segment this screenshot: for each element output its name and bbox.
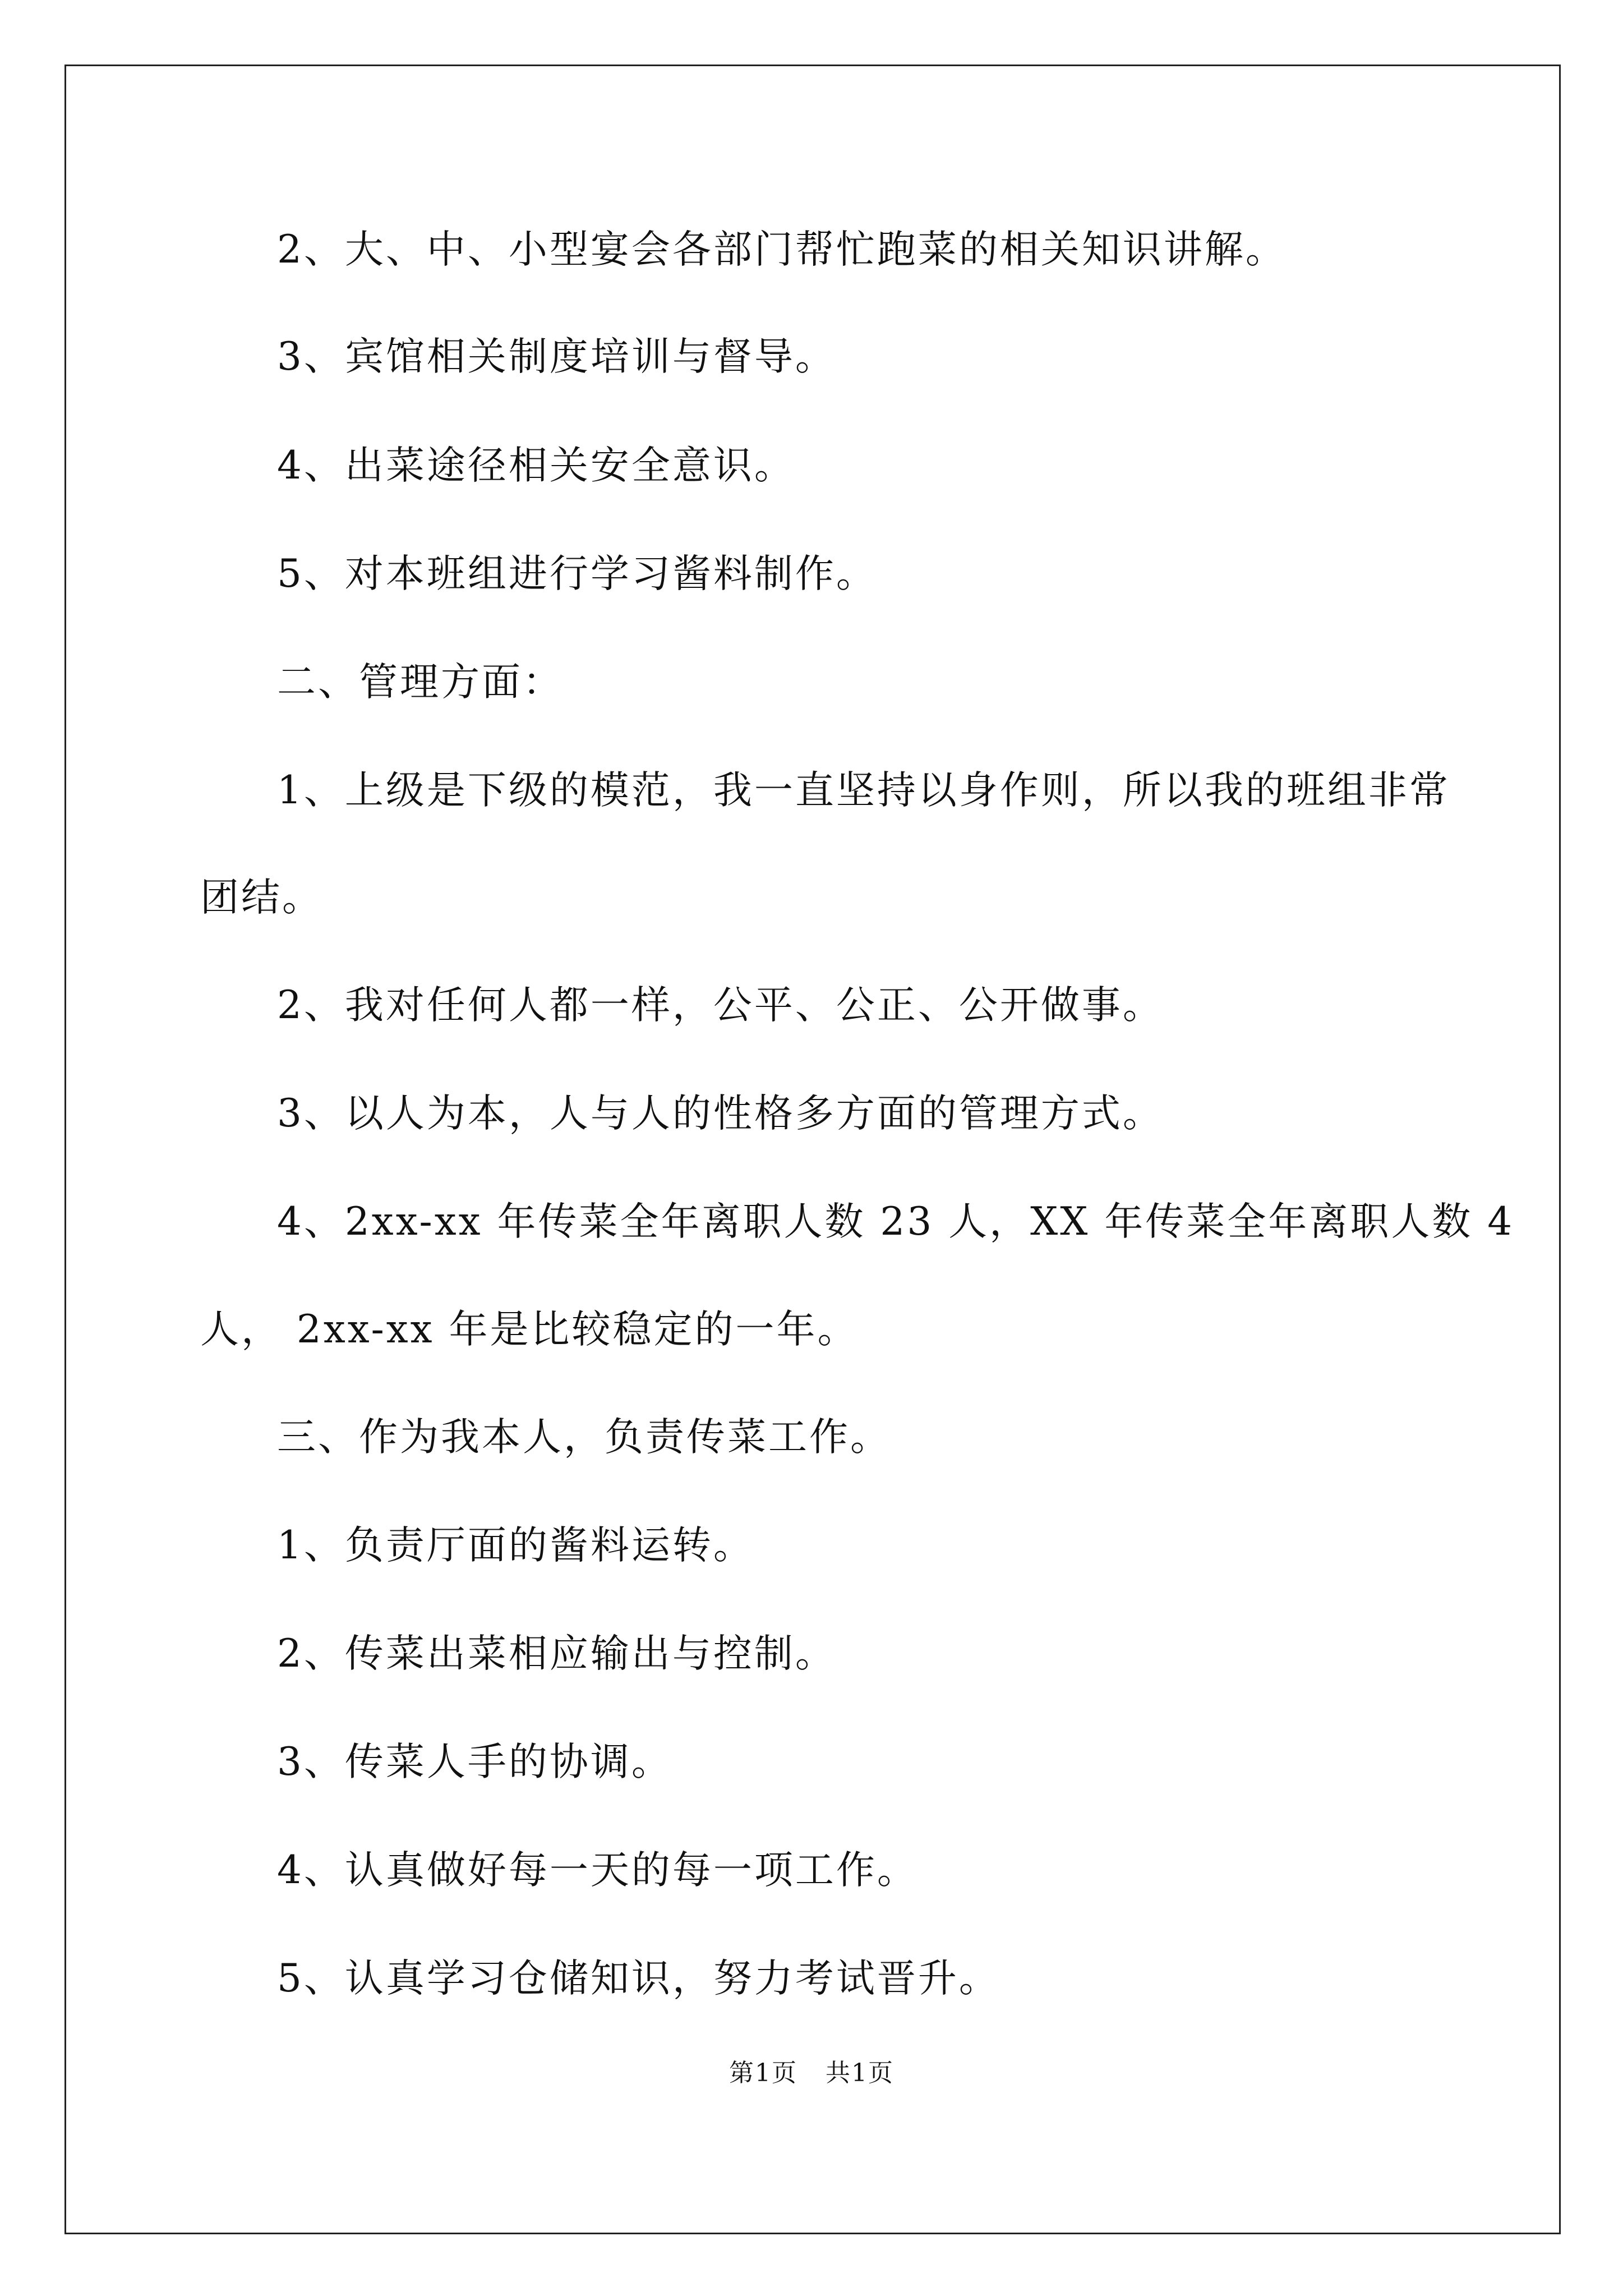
paragraph-line: 2、我对任何人都一样，公平、公正、公开做事。 <box>277 983 1164 1028</box>
paragraph-line: 3、传菜人手的协调。 <box>277 1740 672 1784</box>
paragraph-line: 3、以人为本，人与人的性格多方面的管理方式。 <box>277 1091 1164 1136</box>
paragraph-line: 4、认真做好每一天的每一项工作。 <box>277 1848 918 1893</box>
paragraph-line: 5、认真学习仓储知识，努力考试晋升。 <box>277 1956 1000 2001</box>
paragraph-line: 1、上级是下级的模范，我一直坚持以身作则，所以我的班组非常 <box>277 768 1450 813</box>
section-heading: 二、管理方面： <box>277 660 564 705</box>
page-number-current: 第1页 <box>729 2059 797 2087</box>
paragraph-line: 人， 2xx-xx 年是比较稳定的一年。 <box>200 1307 859 1352</box>
paragraph-line: 1、负责厅面的酱料运转。 <box>277 1523 754 1568</box>
page-footer <box>0 2059 1623 2088</box>
paragraph-line: 2、大、中、小型宴会各部门帮忙跑菜的相关知识讲解。 <box>277 227 1287 272</box>
paragraph-line: 3、宾馆相关制度培训与督导。 <box>277 334 836 379</box>
paragraph-line: 团结。 <box>200 875 323 920</box>
page-number-total: 共1页 <box>826 2059 894 2087</box>
paragraph-line: 2、传菜出菜相应输出与控制。 <box>277 1631 836 1676</box>
section-heading: 三、作为我本人，负责传菜工作。 <box>277 1415 891 1460</box>
paragraph-line: 5、对本班组进行学习酱料制作。 <box>277 551 877 596</box>
page-border <box>64 65 1561 2234</box>
paragraph-line: 4、2xx-xx 年传菜全年离职人数 23 人，XX 年传菜全年离职人数 4 <box>277 1199 1515 1244</box>
paragraph-line: 4、出菜途径相关安全意识。 <box>277 443 795 488</box>
